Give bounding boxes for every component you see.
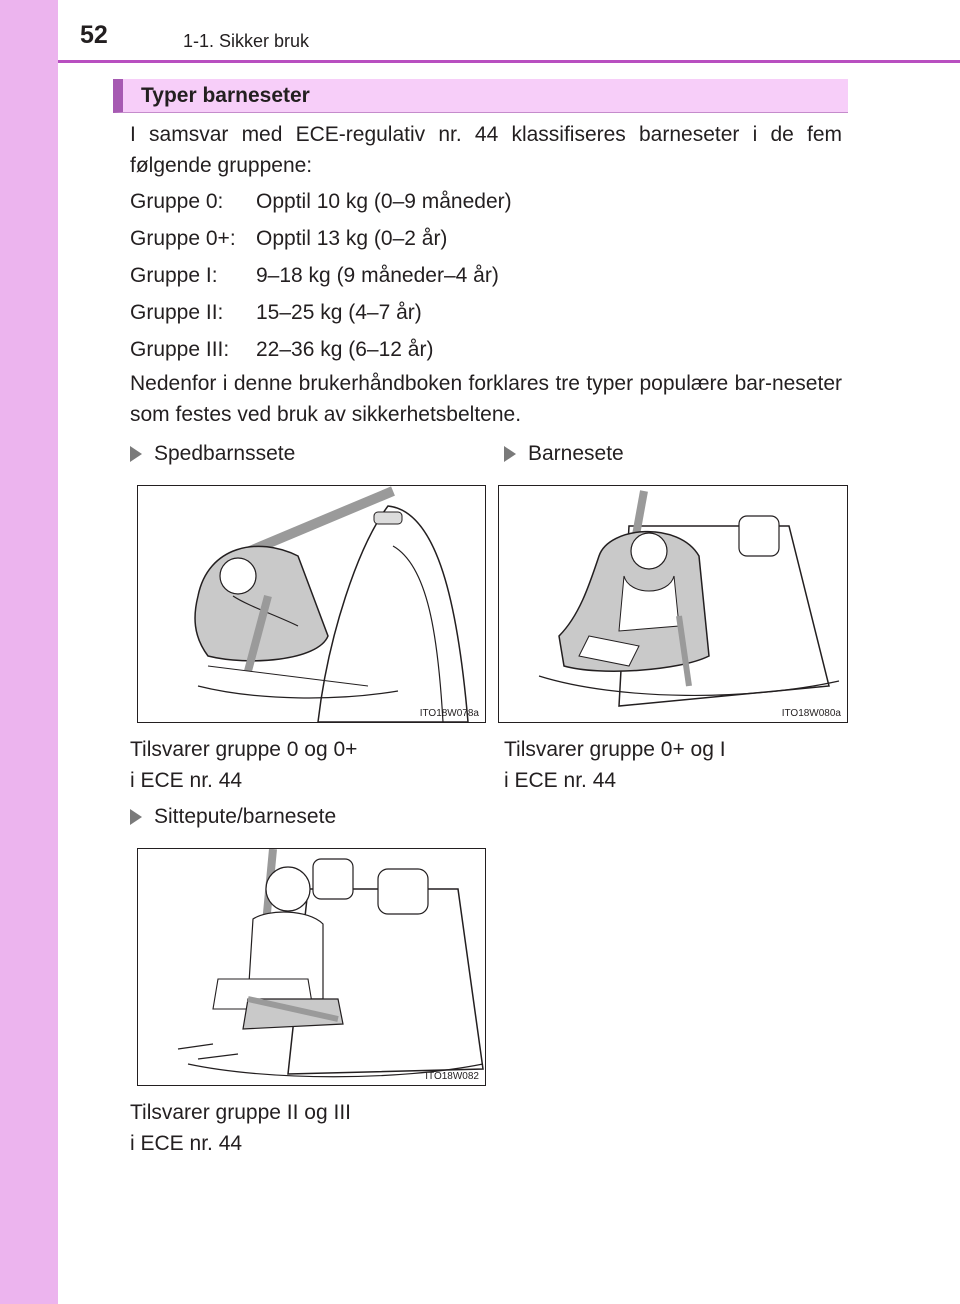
figure-code: ITO18W082: [425, 1071, 479, 1082]
group-row: [130, 334, 512, 371]
booster-seat-illustration: [137, 848, 486, 1086]
group-name: Gruppe I:: [130, 264, 218, 287]
seat-type-booster-label: [130, 803, 336, 831]
triangle-bullet-icon: [130, 809, 142, 825]
group-desc: 9–18 kg (9 måneder–4 år): [256, 264, 499, 287]
infant-seat-caption: [130, 734, 470, 796]
group-name: Gruppe 0+:: [130, 227, 236, 250]
group-name: Gruppe III:: [130, 338, 230, 361]
group-row: [130, 186, 512, 223]
child-seat-caption: [504, 734, 844, 796]
caption-line: Tilsvarer gruppe 0 og 0+: [130, 738, 358, 761]
booster-seat-caption: [130, 1097, 470, 1159]
group-desc: 22–36 kg (6–12 år): [256, 338, 434, 361]
section-title: Typer barneseter: [141, 84, 310, 107]
group-row: [130, 223, 512, 260]
figure-code: ITO18W078a: [419, 708, 479, 719]
outro-paragraph: Nedenfor i denne brukerhåndboken forklares tre typer populære bar-neseter som festes ved bruk av sikkerhetsbeltene.: [130, 372, 842, 426]
page-side-tab: [0, 0, 58, 1304]
child-seat-illustration: [498, 485, 848, 723]
group-desc: Opptil 10 kg (0–9 måneder): [256, 190, 512, 213]
caption-line: Tilsvarer gruppe 0+ og I: [504, 738, 726, 761]
booster-seat-drawing: [138, 849, 486, 1086]
group-desc: 15–25 kg (4–7 år): [256, 301, 422, 324]
seat-type-name: Barnesete: [528, 442, 624, 465]
infant-seat-illustration: [137, 485, 486, 723]
figure-code: ITO18W080a: [781, 708, 841, 719]
group-list: [130, 186, 512, 371]
caption-line: i ECE nr. 44: [130, 769, 243, 792]
caption-line: i ECE nr. 44: [130, 1132, 243, 1155]
caption-line: i ECE nr. 44: [504, 769, 617, 792]
caption-line: Tilsvarer gruppe II og III: [130, 1101, 351, 1124]
infant-seat-drawing: [138, 486, 486, 723]
page-number: 52: [80, 21, 108, 49]
seat-type-name: Spedbarnssete: [154, 442, 296, 465]
chapter-title: 1-1. Sikker bruk: [183, 31, 310, 51]
intro-paragraph: I samsvar med ECE-regulativ nr. 44 klassifiseres barneseter i de fem følgende gruppene:: [130, 123, 842, 177]
group-desc: Opptil 13 kg (0–2 år): [256, 227, 448, 250]
seat-type-child-label: [504, 440, 624, 468]
group-name: Gruppe II:: [130, 301, 224, 324]
triangle-bullet-icon: [504, 446, 516, 462]
group-name: Gruppe 0:: [130, 190, 224, 213]
group-row: [130, 260, 512, 297]
triangle-bullet-icon: [130, 446, 142, 462]
seat-type-infant-label: [130, 440, 295, 468]
child-seat-drawing: [499, 486, 848, 723]
section-heading-bar: [113, 79, 848, 113]
seat-type-name: Sittepute/barnesete: [154, 805, 337, 828]
header-divider: [58, 60, 960, 63]
group-row: [130, 297, 512, 334]
